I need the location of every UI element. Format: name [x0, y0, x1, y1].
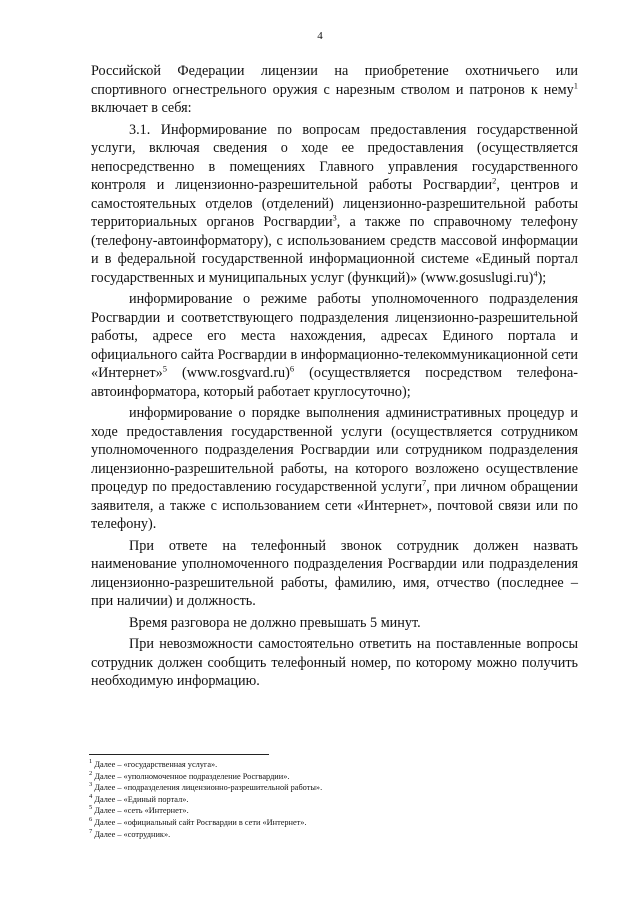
paragraph-text: Время разговора не должно превышать 5 минут.	[129, 614, 421, 631]
footnote-text: Далее – «сотрудник».	[94, 829, 171, 839]
footnote-reference: 7	[422, 477, 427, 488]
footnote-text: Далее – «Единый портал».	[94, 794, 189, 804]
page-number: 4	[317, 30, 323, 42]
paragraph	[91, 62, 578, 118]
footnote	[89, 805, 509, 817]
footnote-number: 5	[89, 804, 93, 812]
footnote-reference: 6	[289, 363, 295, 374]
document-body	[91, 62, 578, 691]
paragraph-text: 3.1. Информирование по вопросам предоставления государственной услуги, включая сведения о ходе ее предоставления (осуществляется непосредственно в помещениях Главного управления государственного контроля и лицензионно-разрешительной работы Росгвардии	[91, 121, 578, 193]
paragraph	[91, 121, 578, 288]
paragraph-text: При ответе на телефонный звонок сотрудник должен назвать наименование уполномоченного подразделения Росгвардии или подразделения лицензионно-разрешительной работы, фамилию, имя, отчество (последнее – при наличии) и должность.	[91, 537, 578, 609]
footnote-text: Далее – «официальный сайт Росгвардии в сети «Интернет».	[94, 817, 307, 827]
footnote	[89, 759, 509, 771]
footnote-separator	[89, 754, 269, 755]
footnote-number: 2	[89, 769, 93, 777]
footnote-reference: 5	[162, 363, 167, 374]
paragraph	[91, 404, 578, 534]
footnote-text: Далее – «сеть «Интернет».	[94, 806, 189, 816]
footnote-reference: 2	[492, 175, 497, 186]
paragraph-text: информирование о режиме работы уполномоченного подразделения Росгвардии и соответствующего подразделения лицензионно-разрешительной работы, адресе его места нахождения, адресах Единого портала и официального сайта Росгвардии в информационно-телекоммуникационной сети «Интернет»	[91, 291, 578, 381]
footnote-number: 1	[89, 758, 93, 766]
paragraph	[91, 290, 578, 401]
paragraph	[91, 537, 578, 611]
footnote	[89, 829, 509, 841]
footnotes-section	[89, 754, 509, 840]
paragraph-text: (осуществляется посредством телефона-автоинформатора, который работает круглосуточно);	[91, 365, 578, 400]
paragraph-text: , а также по справочному телефону (телефону-автоинформатору), с использованием средств массовой информации и в федеральной государственной информационной системе «Единый портал государственных и муниципальных услуг (функций)» (www.gosuslugi.ru)	[91, 214, 578, 286]
footnote	[89, 771, 509, 783]
paragraph-text: );	[537, 269, 547, 286]
paragraph-text: , центров и самостоятельных отделов (отделений) лицензионно-разрешительной работы территориальных органов Росгвардии	[91, 177, 579, 230]
footnote	[89, 794, 509, 806]
footnote-text: Далее – «государственная услуга».	[94, 760, 218, 769]
paragraph-text: , при личном обращении заявителя, а также с использованием сети «Интернет», почтовой связи или по телефону).	[91, 479, 578, 532]
paragraph-text: информирование о порядке выполнения административных процедур и ходе предоставления государственной услуги (осуществляется сотрудником уполномоченного подразделения Росгвардии или сотрудником подразделения лицензионно-разрешительной работы, на которого возложено осуществление процедур по предоставлению государственной услуги	[91, 405, 578, 495]
paragraph	[91, 635, 578, 691]
paragraph-text: (www.rosgvard.ru)	[166, 365, 290, 381]
paragraph	[91, 614, 578, 633]
footnote-number: 6	[89, 816, 93, 824]
footnote	[89, 782, 509, 794]
footnote-text: Далее – «уполномоченное подразделение Росгвардии».	[94, 771, 290, 781]
paragraph-text: включает в себя:	[91, 100, 192, 116]
footnote-number: 4	[89, 793, 93, 801]
footnote-reference: 3	[332, 212, 337, 223]
footnote	[89, 817, 509, 829]
paragraph-text: Российской Федерации лицензии на приобретение охотничьего или спортивного огнестрельного оружия с нарезным стволом и патронов к нему	[91, 63, 578, 98]
paragraph-text: При невозможности самостоятельно ответить на поставленные вопросы сотрудник должен сообщить телефонный номер, по которому можно получить необходимую информацию.	[91, 636, 578, 689]
footnote-reference: 4	[533, 267, 538, 278]
footnote-list	[89, 759, 509, 840]
footnote-number: 7	[89, 827, 93, 835]
footnote-number: 3	[89, 781, 93, 789]
footnote-reference: 1	[573, 79, 578, 90]
footnote-text: Далее – «подразделения лицензионно-разрешительной работы».	[94, 783, 323, 793]
